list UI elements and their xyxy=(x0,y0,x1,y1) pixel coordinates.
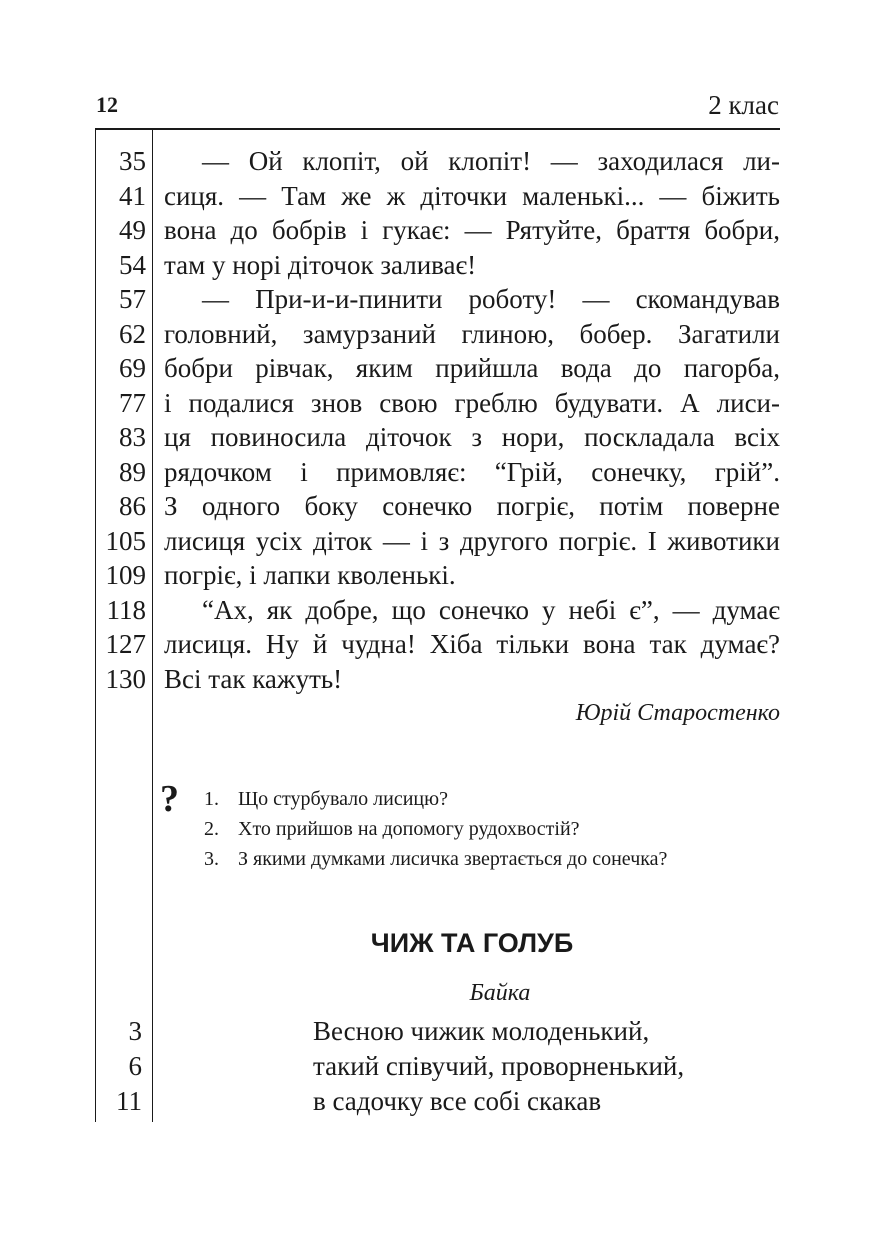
question-text: Що стурбувало лисицю? xyxy=(238,788,448,810)
line-number: 86 xyxy=(119,491,146,521)
prose-line: ця повиносила діточок з нори, поскладала всіх xyxy=(164,422,780,452)
page-number: 12 xyxy=(96,92,118,117)
question-item xyxy=(204,784,667,814)
line-number: 127 xyxy=(105,629,146,659)
line-number: 89 xyxy=(119,456,146,487)
line-number: 118 xyxy=(106,594,146,625)
verse-line: такий співучий, проворненький, xyxy=(313,1051,685,1081)
question-item xyxy=(204,814,667,844)
line-number: 109 xyxy=(105,560,146,590)
prose-line: головний, замурзаний глиною, бобер. Загатили xyxy=(164,318,780,349)
line-number: 77 xyxy=(119,387,146,418)
question-item xyxy=(204,844,667,874)
line-number: 35 xyxy=(119,146,146,176)
prose-line: Всі так кажуть! xyxy=(164,663,343,694)
running-header-title: 2 клас xyxy=(708,90,779,120)
margin-rule-right xyxy=(152,130,153,1122)
line-number: 6 xyxy=(128,1051,142,1081)
line-number: 11 xyxy=(116,1086,142,1116)
prose-line: — При-и-и-пинити роботу! — скомандував xyxy=(202,284,780,314)
prose-line: — Ой клопіт, ой клопіт! — заходилася ли- xyxy=(202,146,780,176)
header-rule xyxy=(95,128,780,130)
line-number: 54 xyxy=(119,249,146,280)
prose-line: і подалися знов свою греблю будувати. А лиси- xyxy=(164,387,780,418)
question-number: 2. xyxy=(204,818,219,840)
verse-line-numbers xyxy=(96,1014,142,1119)
prose-line: там у норі діточок заливає! xyxy=(164,249,477,280)
prose-text xyxy=(164,144,780,696)
line-number: 130 xyxy=(105,663,146,694)
question-text: З якими думками лисичка звертається до сонечка? xyxy=(238,848,668,870)
fable-title: ЧИЖ ТА ГОЛУБ xyxy=(370,928,574,958)
question-number: 1. xyxy=(204,788,219,810)
fable-subtitle: Байка xyxy=(469,980,531,1006)
verse-line: Весною чижик молоденький, xyxy=(313,1016,650,1046)
line-number: 69 xyxy=(119,353,146,383)
line-number: 57 xyxy=(119,284,146,314)
author-signature: Юрій Старостенко xyxy=(575,700,780,726)
line-number: 3 xyxy=(128,1016,142,1046)
verse-text xyxy=(313,1014,684,1119)
verse-line: в садочку все собі скакав xyxy=(313,1086,602,1116)
prose-line: рядочком і примовляє: “Грій, сонечку, грій”. xyxy=(164,456,780,487)
question-mark-icon: ? xyxy=(160,778,179,820)
question-list xyxy=(204,784,667,874)
prose-line: вона до бобрів і гукає: — Рятуйте, браття бобри, xyxy=(164,215,780,245)
line-number: 49 xyxy=(119,215,146,245)
prose-line-numbers xyxy=(96,144,146,696)
prose-line: З одного боку сонечко погріє, потім поверне xyxy=(164,491,780,521)
prose-line: “Ах, як добре, що сонечко у небі є”, — думає xyxy=(202,594,780,625)
prose-line: погріє, і лапки кволенькі. xyxy=(164,560,456,590)
prose-line: сиця. — Там же ж діточки маленькі... — біжить xyxy=(164,180,780,211)
question-text: Хто прийшов на допомогу рудохвостій? xyxy=(238,818,580,840)
question-number: 3. xyxy=(204,848,219,870)
prose-line: лисиця. Ну й чудна! Хіба тільки вона так думає? xyxy=(164,629,780,659)
prose-line: бобри рівчак, яким прийшла вода до пагорба, xyxy=(164,353,780,383)
line-number: 83 xyxy=(119,422,146,452)
line-number: 41 xyxy=(119,180,146,211)
line-number: 62 xyxy=(119,318,146,349)
line-number: 105 xyxy=(105,525,146,556)
prose-line: лисиця усіх діток — і з другого погріє. І животики xyxy=(164,525,780,556)
